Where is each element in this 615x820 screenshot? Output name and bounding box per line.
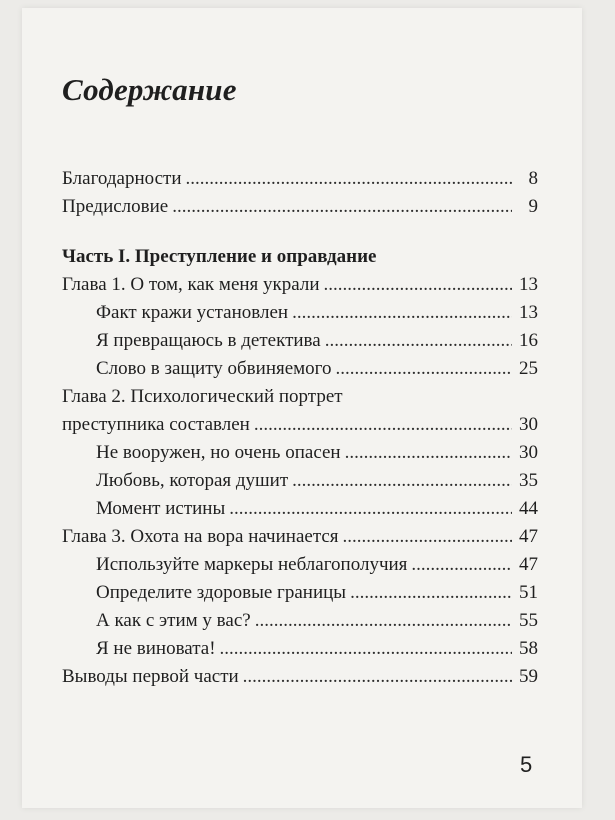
dot-leader xyxy=(343,523,512,551)
toc-entry-label: Благодарности xyxy=(62,168,182,189)
toc-page-number: 13 xyxy=(519,302,538,323)
toc-entry-label: Предисловие xyxy=(62,196,169,217)
toc-page-number: 59 xyxy=(519,666,538,687)
toc-section xyxy=(62,467,538,495)
dot-leader xyxy=(350,579,512,607)
dot-leader xyxy=(229,495,512,523)
toc-entry-acknowledgements xyxy=(62,165,538,193)
toc-chapter-2 xyxy=(62,383,538,439)
dot-leader xyxy=(324,271,512,299)
toc-entry-label: Любовь, которая душит xyxy=(96,470,289,491)
toc-page-number: 44 xyxy=(519,498,538,519)
toc-entry-label: Глава 3. Охота на вора начинается xyxy=(62,526,339,547)
toc-entry-label: Используйте маркеры неблагополучия xyxy=(96,554,408,575)
toc-entry-label: Момент истины xyxy=(96,498,226,519)
toc-entry-label: Глава 1. О том, как меня украли xyxy=(62,274,320,295)
page-title: Содержание xyxy=(62,72,237,107)
dot-leader xyxy=(172,193,512,221)
toc-entry-preface xyxy=(62,193,538,221)
dot-leader xyxy=(254,411,512,439)
toc-section xyxy=(62,299,538,327)
dot-leader xyxy=(220,635,512,663)
page-number-folio: 5 xyxy=(520,752,533,777)
toc-part-label: Часть I. Преступление и оправдание xyxy=(62,246,377,267)
toc-page-number: 51 xyxy=(519,582,538,603)
toc-part-heading xyxy=(62,243,538,271)
dot-leader xyxy=(255,607,512,635)
toc-section xyxy=(62,495,538,523)
toc-page-number: 16 xyxy=(519,330,538,351)
toc-entry-label: Факт кражи установлен xyxy=(96,302,289,323)
toc-entry-label-line-1: Глава 2. Психологический портрет xyxy=(62,386,343,407)
toc-page-number: 9 xyxy=(528,196,538,217)
toc-page-number: 8 xyxy=(528,168,538,189)
toc-entry-conclusions xyxy=(62,663,538,691)
dot-leader xyxy=(243,663,512,691)
toc-page-number: 25 xyxy=(519,358,538,379)
dot-leader xyxy=(336,355,513,383)
toc-entry-label: Определите здоровые границы xyxy=(96,582,347,603)
toc-section xyxy=(62,355,538,383)
toc-page-number: 47 xyxy=(519,526,538,547)
toc-chapter-1 xyxy=(62,271,538,299)
toc-entry-label: А как с этим у вас? xyxy=(96,610,251,631)
toc-page-number: 30 xyxy=(519,442,538,463)
toc-section xyxy=(62,579,538,607)
toc-section xyxy=(62,607,538,635)
toc-entry-label-line-2: преступника составлен xyxy=(62,414,250,435)
toc-section xyxy=(62,327,538,355)
dot-leader xyxy=(411,551,512,579)
toc-section xyxy=(62,635,538,663)
dot-leader xyxy=(345,439,512,467)
toc-entry-label: Выводы первой части xyxy=(62,666,239,687)
toc-page-number: 35 xyxy=(519,470,538,491)
toc-page-number: 30 xyxy=(519,414,538,435)
dot-leader xyxy=(292,299,512,327)
toc-page-number: 58 xyxy=(519,638,538,659)
toc-section xyxy=(62,439,538,467)
dot-leader xyxy=(325,327,512,355)
toc-entry-label: Не вооружен, но очень опасен xyxy=(96,442,341,463)
toc-page-number: 13 xyxy=(519,274,538,295)
toc-section xyxy=(62,551,538,579)
toc-entry-label: Я превращаюсь в детектива xyxy=(96,330,321,351)
dot-leader xyxy=(186,165,513,193)
toc-chapter-3 xyxy=(62,523,538,551)
toc-entry-label: Я не виновата! xyxy=(96,638,216,659)
toc-page-number: 55 xyxy=(519,610,538,631)
dot-leader xyxy=(292,467,512,495)
toc-page-number: 47 xyxy=(519,554,538,575)
table-of-contents xyxy=(62,165,538,691)
toc-entry-label: Слово в защиту обвиняемого xyxy=(96,358,332,379)
